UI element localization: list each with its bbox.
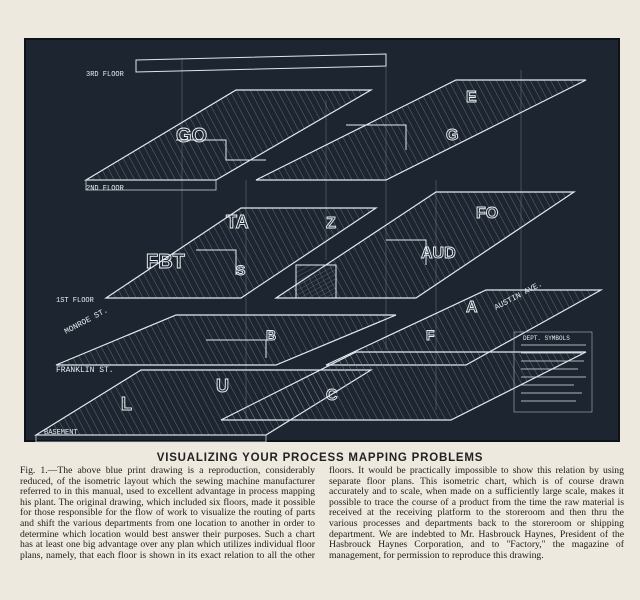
isometric-floor-plan [26, 40, 622, 444]
dept-letter: L [121, 394, 132, 414]
floor-label-1st: 1ST FLOOR [56, 297, 94, 305]
article-body [20, 466, 624, 594]
dept-letter: GO [176, 125, 208, 147]
street-label-franklin: FRANKLIN ST. [56, 366, 114, 375]
third-floor-plan [86, 54, 586, 190]
dept-letter: Z [326, 215, 336, 232]
dept-letter: F [426, 327, 435, 343]
dept-letter: FBT [146, 251, 185, 273]
blueprint-figure [24, 38, 620, 442]
street-label-austin: AUSTIN AVE. [493, 279, 545, 313]
floor-label-2nd: 2ND FLOOR [86, 185, 124, 193]
second-floor-plan [106, 192, 574, 298]
article-heading: VISUALIZING YOUR PROCESS MAPPING PROBLEMS [156, 452, 484, 464]
dept-letter: TA [226, 212, 249, 232]
dept-letter: FO [476, 205, 499, 222]
floor-label-3rd: 3RD FLOOR [86, 71, 124, 79]
dept-letter: C [326, 387, 338, 404]
caption-paragraph: Fig. 1.—The above blue print drawing is a reproduction, considerably reduced, of the isometric layout which the sewing machine manufacturer referred to in this manual, used to excellent advantage in process mapping his plant. The original drawing, which included six floors, made it possible for those responsible for the flow of work to visualize the routing of parts and shift the various departments from one location to another in order to determine which location would best answer their purposes. Such a chart has at least one big advantage over any plan which utilizes individual floor plans, namely, that each floor is shown in its exact relation to all the other floors. It would be practically impossible to show this relation by using separate floor plans. This isometric chart, which is of course drawn accurately and to scale, when made on a sufficiently large scale, makes it possible to trace the course of a product from the time the raw material is received at the receiving platform to the storeroom and then thru the various processes and departments back to the storeroom or shipping department. We are indebted to Mr. Hasbrouck Haynes, President of the Hasbrouck Haynes Corporation, and to "Factory," the magazine of management, for permission to reproduce this drawing. [20, 465, 624, 561]
dept-symbols-title: DEPT. SYMBOLS [523, 335, 570, 342]
dept-letter: S [236, 262, 246, 278]
dept-letter: A [466, 299, 478, 316]
dept-letter: AUD [421, 245, 456, 262]
street-label-monroe: MONROE ST. [63, 306, 110, 337]
floor-label-basement: BASEMENT [44, 429, 78, 437]
dept-letter: B [266, 327, 277, 343]
dept-letter: G [446, 127, 459, 144]
dept-letter: E [466, 89, 477, 106]
dept-letter: U [216, 376, 229, 396]
